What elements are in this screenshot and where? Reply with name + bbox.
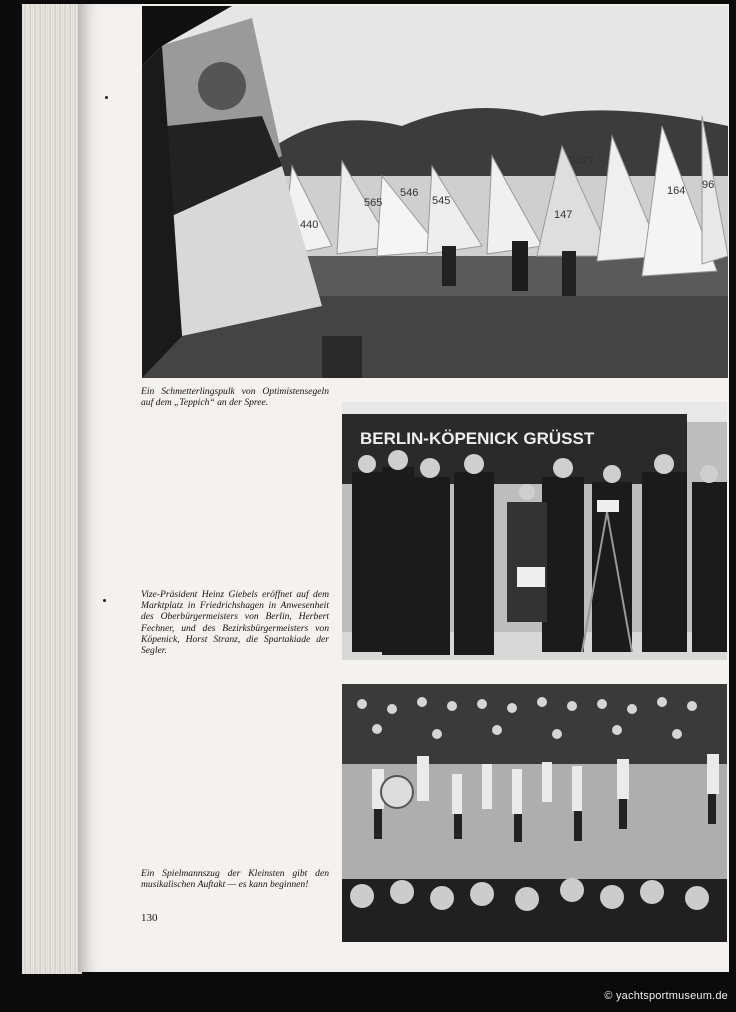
sail-number: 164 — [667, 185, 686, 197]
sail-number: 565 — [364, 197, 383, 209]
photo-speech-marketplace — [342, 402, 727, 660]
watermark: © yachtsportmuseum.de — [604, 990, 728, 1002]
page-number: 130 — [141, 912, 158, 924]
page-edge-stack — [22, 4, 82, 974]
sail-number: 3027 — [570, 155, 595, 167]
book-page — [78, 4, 729, 972]
sail-number: 545 — [432, 195, 451, 207]
photo-marching-band — [342, 684, 727, 942]
pen-mark — [103, 599, 106, 602]
sail-number: 440 — [300, 219, 319, 231]
caption-speech: Vize-Präsident Heinz Giebels eröffnet auf dem Marktplatz in Friedrichshagen in Anwesenheit des Oberbürgermeisters von Berlin, Herbert Fechner, und des Bezirksbürgermeisters von Köpenick, Horst Stranz, die Spartakiade der Segler. — [141, 589, 329, 657]
photo-optimist-sails — [142, 6, 728, 378]
sail-number: 147 — [554, 209, 573, 221]
caption-band: Ein Spielmannszug der Kleinsten gibt den musikalischen Auftakt — es kann beginnen! — [141, 868, 329, 891]
sail-number: 96 — [702, 179, 715, 191]
caption-sails: Ein Schmetterlingspulk von Optimistensegeln auf dem „Teppich“ an der Spree. — [141, 386, 329, 409]
sail-number: 546 — [400, 187, 419, 199]
pen-mark — [105, 96, 108, 99]
banner-text: BERLIN-KÖPENICK GRÜSST — [360, 429, 595, 448]
